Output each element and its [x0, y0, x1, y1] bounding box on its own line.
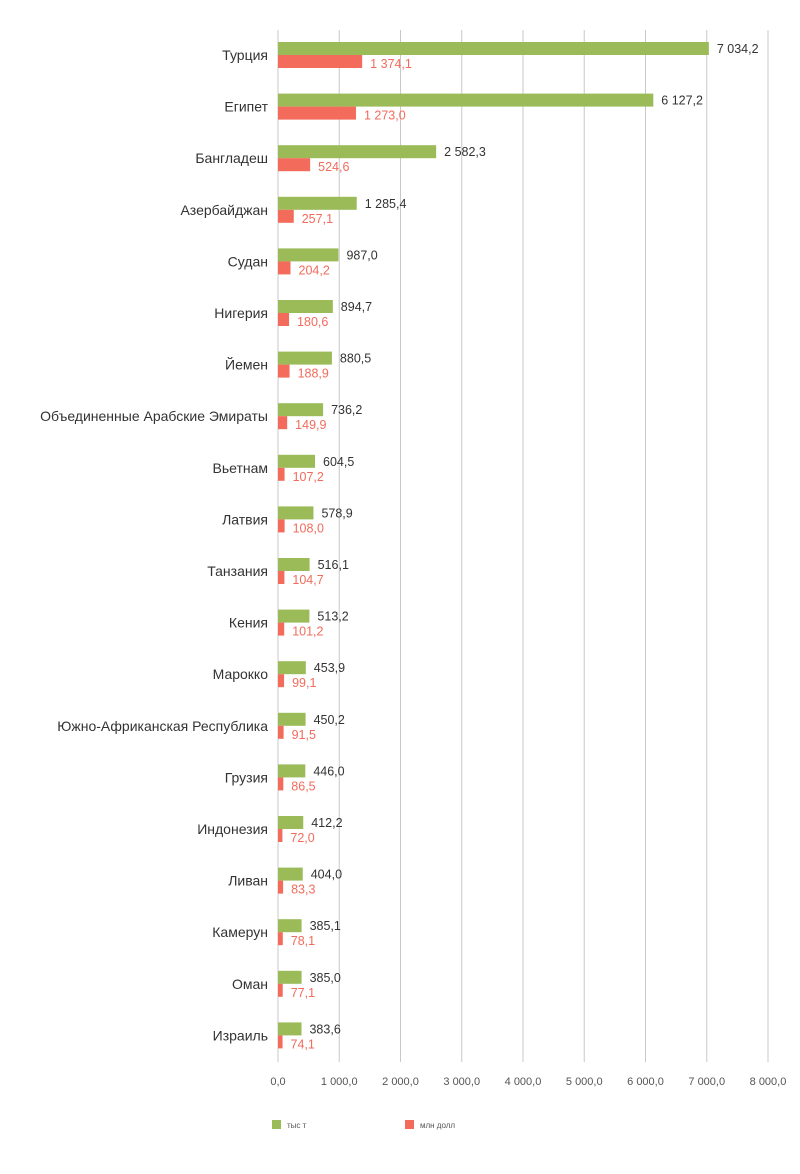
legend-swatch-tys-t	[272, 1120, 281, 1129]
x-tick-label: 3 000,0	[443, 1076, 481, 1088]
category-label: Турция	[222, 47, 268, 63]
bar-tys-t	[278, 764, 305, 777]
data-label-mln-doll: 108,0	[292, 521, 324, 536]
category-label: Вьетнам	[212, 459, 268, 476]
category-label: Кения	[228, 614, 268, 631]
category-label: Азербайджан	[180, 201, 268, 218]
category-label: Оман	[231, 975, 268, 992]
bar-tys-t	[278, 300, 333, 313]
data-label-tys-t: 404,0	[310, 867, 343, 882]
bar-mln-doll	[278, 210, 294, 223]
bar-tys-t	[278, 1022, 301, 1035]
data-label-tys-t: 412,2	[311, 816, 343, 830]
category-label: Йемен	[225, 356, 268, 373]
x-axis-ticks	[270, 1076, 786, 1088]
data-label-tys-t: 453,9	[313, 661, 346, 676]
category-labels	[40, 47, 268, 1043]
legend-swatch-mln-doll	[405, 1120, 414, 1129]
x-tick-label: 5 000,0	[565, 1076, 603, 1088]
category-label: Судан	[227, 253, 268, 270]
category-label: Ливан	[228, 872, 268, 889]
data-label-mln-doll: 78,1	[290, 934, 316, 949]
category-label: Нигерия	[214, 305, 268, 321]
category-label: Индонезия	[197, 821, 268, 837]
bar-mln-doll	[278, 468, 285, 481]
bar-mln-doll	[278, 881, 283, 894]
x-tick-label: 0,0	[270, 1076, 286, 1088]
bar-tys-t	[278, 558, 310, 571]
category-label: Египет	[224, 98, 268, 115]
category-label: Танзания	[207, 563, 268, 579]
data-label-tys-t: 987,0	[346, 248, 378, 263]
bar-tys-t	[278, 919, 302, 932]
data-label-tys-t: 450,2	[313, 712, 345, 727]
data-label-tys-t: 894,7	[340, 300, 373, 314]
bar-mln-doll	[278, 623, 284, 636]
category-label: Объединенные Арабские Эмираты	[40, 408, 268, 425]
data-label-mln-doll: 188,9	[297, 366, 329, 381]
gridlines	[278, 30, 768, 1062]
bar-tys-t	[278, 403, 323, 416]
data-label-mln-doll: 72,0	[290, 831, 315, 845]
data-label-mln-doll: 1 374,1	[370, 57, 412, 71]
category-label: Латвия	[222, 511, 268, 528]
data-labels	[290, 42, 758, 1051]
x-tick-label: 1 000,0	[320, 1076, 358, 1088]
data-label-tys-t: 1 285,4	[364, 196, 407, 211]
data-label-tys-t: 880,5	[339, 351, 372, 366]
data-label-mln-doll: 180,6	[297, 315, 329, 329]
data-label-mln-doll: 77,1	[290, 985, 316, 1000]
data-label-mln-doll: 104,7	[292, 573, 324, 587]
bar-mln-doll	[278, 313, 289, 326]
data-label-mln-doll: 204,2	[298, 263, 330, 278]
bar-tys-t	[278, 661, 306, 674]
data-label-mln-doll: 83,3	[291, 882, 316, 897]
bar-tys-t	[278, 868, 303, 881]
category-label: Южно-Африканская Республика	[57, 717, 268, 734]
bar-tys-t	[278, 94, 653, 107]
data-label-tys-t: 578,9	[321, 506, 353, 521]
data-label-mln-doll: 74,1	[290, 1037, 315, 1052]
bar-tys-t	[278, 42, 709, 55]
bar-mln-doll	[278, 829, 282, 842]
bar-tys-t	[278, 197, 357, 210]
category-label: Камерун	[212, 924, 268, 941]
category-label: Марокко	[212, 666, 268, 683]
bar-mln-doll	[278, 158, 310, 171]
data-label-mln-doll: 101,2	[292, 624, 324, 639]
x-tick-label: 8 000,0	[749, 1076, 787, 1088]
x-tick-label: 4 000,0	[504, 1076, 542, 1088]
data-label-tys-t: 2 582,3	[444, 145, 486, 160]
data-label-tys-t: 446,0	[313, 764, 345, 779]
data-label-tys-t: 604,5	[323, 454, 355, 469]
bar-tys-t	[278, 506, 313, 519]
bar-mln-doll	[278, 571, 284, 584]
bar-tys-t	[278, 455, 315, 468]
data-label-mln-doll: 99,1	[292, 676, 317, 691]
data-label-mln-doll: 107,2	[292, 469, 324, 484]
data-label-mln-doll: 524,6	[318, 160, 350, 175]
data-label-tys-t: 7 034,2	[716, 42, 759, 56]
legend	[272, 1120, 455, 1130]
legend-label-mln-doll: млн долл	[420, 1121, 456, 1130]
category-label: Бангладеш	[195, 150, 268, 167]
data-label-tys-t: 6 127,2	[661, 93, 704, 108]
data-label-tys-t: 513,2	[317, 609, 349, 624]
bar-tys-t	[278, 352, 332, 365]
bars	[278, 42, 709, 1048]
legend-label-tys-t: тыс т	[287, 1121, 307, 1130]
bar-mln-doll	[278, 777, 283, 790]
bar-mln-doll	[278, 932, 283, 945]
data-label-mln-doll: 86,5	[291, 779, 316, 794]
data-label-tys-t: 385,1	[309, 919, 341, 934]
bar-tys-t	[278, 248, 338, 261]
bar-mln-doll	[278, 261, 291, 274]
data-label-mln-doll: 257,1	[301, 211, 334, 226]
bar-mln-doll	[278, 416, 287, 429]
data-label-mln-doll: 1 273,0	[363, 108, 406, 123]
data-label-tys-t: 736,2	[331, 403, 363, 418]
bar-mln-doll	[278, 107, 356, 120]
bar-mln-doll	[278, 726, 284, 739]
bar-tys-t	[278, 145, 436, 158]
data-label-tys-t: 383,6	[309, 1022, 341, 1037]
x-tick-label: 6 000,0	[627, 1076, 664, 1088]
bar-mln-doll	[278, 519, 285, 532]
data-label-tys-t: 385,0	[309, 970, 341, 985]
bar-tys-t	[278, 816, 303, 829]
x-tick-label: 2 000,0	[382, 1076, 419, 1088]
bar-mln-doll	[278, 674, 284, 687]
data-label-mln-doll: 91,5	[291, 727, 316, 742]
bar-tys-t	[278, 971, 302, 984]
bar-tys-t	[278, 713, 306, 726]
data-label-tys-t: 516,1	[317, 558, 349, 572]
bar-tys-t	[278, 610, 309, 623]
bar-mln-doll	[278, 984, 283, 997]
x-tick-label: 7 000,0	[688, 1076, 726, 1088]
category-label: Израиль	[212, 1027, 268, 1044]
bar-mln-doll	[278, 55, 362, 68]
bar-mln-doll	[278, 365, 290, 378]
category-label: Грузия	[224, 769, 268, 786]
bar-mln-doll	[278, 1035, 283, 1048]
data-label-mln-doll: 149,9	[295, 418, 327, 433]
